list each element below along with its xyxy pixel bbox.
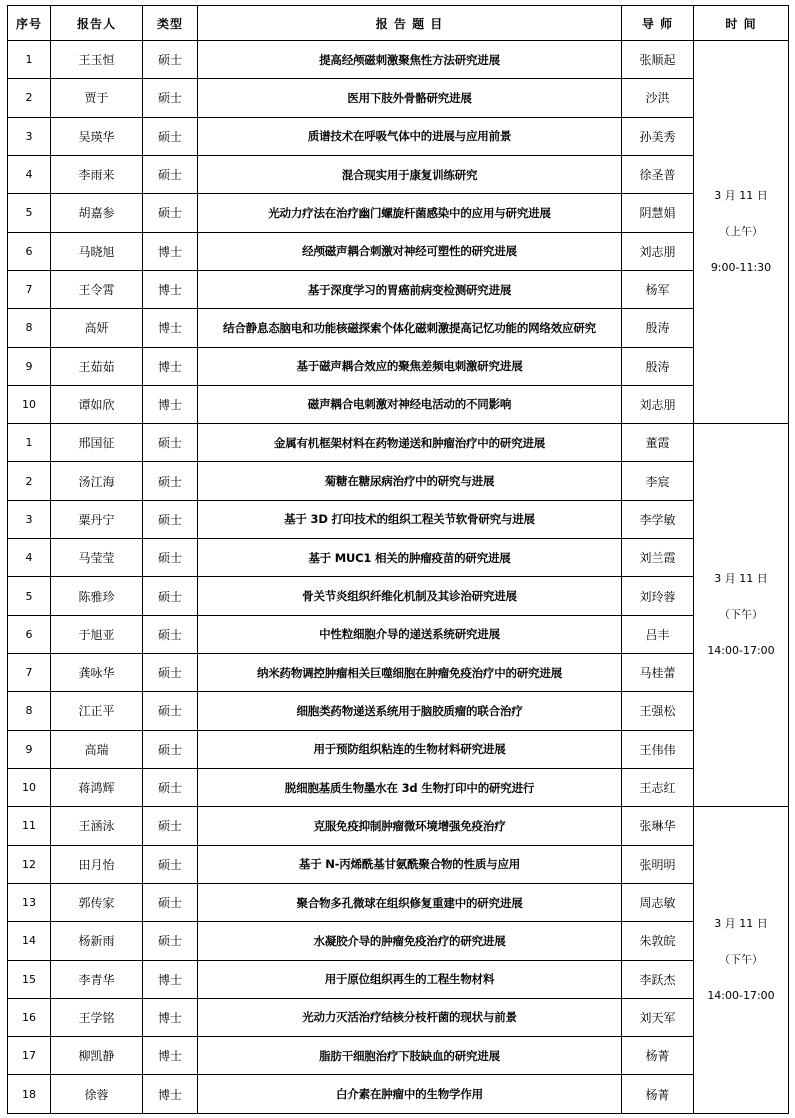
- presenter-name: 谭如欣: [51, 385, 143, 423]
- row-index: 6: [8, 615, 51, 653]
- report-topic: 基于 N-丙烯酰基甘氨酰聚合物的性质与应用: [198, 845, 622, 883]
- header-topic: 报 告 题 目: [198, 6, 622, 41]
- degree-type: 硕士: [143, 615, 198, 653]
- report-topic: 用于预防组织粘连的生物材料研究进展: [198, 730, 622, 768]
- report-topic: 水凝胶介导的肿瘤免疫治疗的研究进展: [198, 922, 622, 960]
- header-row: [8, 6, 789, 41]
- row-index: 9: [8, 730, 51, 768]
- degree-type: 博士: [143, 232, 198, 270]
- advisor-name: 刘天军: [622, 998, 694, 1036]
- row-index: 2: [8, 462, 51, 500]
- degree-type: 博士: [143, 309, 198, 347]
- session-time-cell: [694, 807, 789, 1114]
- degree-type: 博士: [143, 1075, 198, 1114]
- report-topic: 基于 MUC1 相关的肿瘤疫苗的研究进展: [198, 539, 622, 577]
- degree-type: 博士: [143, 347, 198, 385]
- advisor-name: 刘玲蓉: [622, 577, 694, 615]
- advisor-name: 殷涛: [622, 347, 694, 385]
- presenter-name: 龚咏华: [51, 654, 143, 692]
- degree-type: 硕士: [143, 500, 198, 538]
- degree-type: 硕士: [143, 155, 198, 193]
- table-row: [8, 807, 789, 845]
- presenter-name: 柳凯静: [51, 1037, 143, 1075]
- table-row: [8, 79, 789, 117]
- session-time-hours: 9:00-11:30: [710, 261, 772, 275]
- table-row: [8, 194, 789, 232]
- advisor-name: 董霞: [622, 424, 694, 462]
- report-topic: 质谱技术在呼吸气体中的进展与应用前景: [198, 117, 622, 155]
- table-row: [8, 117, 789, 155]
- table-row: [8, 155, 789, 193]
- report-topic: 克服免疫抑制肿瘤微环境增强免疫治疗: [198, 807, 622, 845]
- presenter-name: 王学铭: [51, 998, 143, 1036]
- session-time-cell: [694, 424, 789, 807]
- degree-type: 硕士: [143, 462, 198, 500]
- report-topic: 医用下肢外骨骼研究进展: [198, 79, 622, 117]
- row-index: 12: [8, 845, 51, 883]
- advisor-name: 刘兰霞: [622, 539, 694, 577]
- advisor-name: 马桂蕾: [622, 654, 694, 692]
- advisor-name: 杨菁: [622, 1037, 694, 1075]
- table-row: [8, 232, 789, 270]
- row-index: 4: [8, 155, 51, 193]
- presenter-name: 王令霄: [51, 270, 143, 308]
- presenter-name: 高妍: [51, 309, 143, 347]
- table-row: [8, 845, 789, 883]
- report-topic: 基于 3D 打印技术的组织工程关节软骨研究与进展: [198, 500, 622, 538]
- table-row: [8, 960, 789, 998]
- row-index: 4: [8, 539, 51, 577]
- presenter-name: 徐蓉: [51, 1075, 143, 1114]
- advisor-name: 孙美秀: [622, 117, 694, 155]
- report-topic: 中性粒细胞介导的递送系统研究进展: [198, 615, 622, 653]
- advisor-name: 李跃杰: [622, 960, 694, 998]
- presenter-name: 粟丹宁: [51, 500, 143, 538]
- advisor-name: 张顺起: [622, 41, 694, 79]
- row-index: 9: [8, 347, 51, 385]
- report-topic: 基于磁声耦合效应的聚焦差频电刺激研究进展: [198, 347, 622, 385]
- row-index: 10: [8, 768, 51, 806]
- table-row: [8, 730, 789, 768]
- report-topic: 磁声耦合电刺激对神经电活动的不同影响: [198, 385, 622, 423]
- row-index: 14: [8, 922, 51, 960]
- report-topic: 纳米药物调控肿瘤相关巨噬细胞在肿瘤免疫治疗中的研究进展: [198, 654, 622, 692]
- report-topic: 光动力疗法在治疗幽门螺旋杆菌感染中的应用与研究进展: [198, 194, 622, 232]
- header-presenter: 报告人: [51, 6, 143, 41]
- degree-type: 硕士: [143, 577, 198, 615]
- degree-type: 博士: [143, 960, 198, 998]
- session-time-period: （下午）: [719, 953, 763, 967]
- row-index: 8: [8, 309, 51, 347]
- advisor-name: 杨菁: [622, 1075, 694, 1114]
- advisor-name: 朱敦皖: [622, 922, 694, 960]
- presenter-name: 蒋鸿辉: [51, 768, 143, 806]
- degree-type: 硕士: [143, 117, 198, 155]
- table-row: [8, 998, 789, 1036]
- table-row: [8, 922, 789, 960]
- presenter-name: 郭传家: [51, 883, 143, 921]
- session-time-hours: 14:00-17:00: [707, 644, 775, 658]
- advisor-name: 刘志朋: [622, 385, 694, 423]
- presenter-name: 杨新雨: [51, 922, 143, 960]
- table-row: [8, 385, 789, 423]
- report-topic: 提高经颅磁刺激聚焦性方法研究进展: [198, 41, 622, 79]
- degree-type: 博士: [143, 998, 198, 1036]
- report-topic: 金属有机框架材料在药物递送和肿瘤治疗中的研究进展: [198, 424, 622, 462]
- row-index: 10: [8, 385, 51, 423]
- table-row: [8, 1037, 789, 1075]
- advisor-name: 王强松: [622, 692, 694, 730]
- advisor-name: 周志敏: [622, 883, 694, 921]
- advisor-name: 张明明: [622, 845, 694, 883]
- presenter-name: 李雨来: [51, 155, 143, 193]
- table-row: [8, 1075, 789, 1114]
- degree-type: 硕士: [143, 194, 198, 232]
- presenter-name: 陈雅珍: [51, 577, 143, 615]
- table-row: [8, 424, 789, 462]
- table-row: [8, 539, 789, 577]
- presenter-name: 马晓旭: [51, 232, 143, 270]
- presenter-name: 邢国征: [51, 424, 143, 462]
- session-time-date: 3 月 11 日: [714, 572, 768, 586]
- table-row: [8, 577, 789, 615]
- presenter-name: 胡嘉参: [51, 194, 143, 232]
- report-topic: 白介素在肿瘤中的生物学作用: [198, 1075, 622, 1114]
- row-index: 3: [8, 117, 51, 155]
- degree-type: 硕士: [143, 730, 198, 768]
- table-row: [8, 768, 789, 806]
- advisor-name: 杨军: [622, 270, 694, 308]
- presenter-name: 贾于: [51, 79, 143, 117]
- presenter-name: 李青华: [51, 960, 143, 998]
- session-time-hours: 14:00-17:00: [707, 989, 775, 1003]
- row-index: 18: [8, 1075, 51, 1114]
- advisor-name: 王伟伟: [622, 730, 694, 768]
- row-index: 17: [8, 1037, 51, 1075]
- table-row: [8, 309, 789, 347]
- row-index: 1: [8, 424, 51, 462]
- degree-type: 硕士: [143, 41, 198, 79]
- row-index: 16: [8, 998, 51, 1036]
- table-row: [8, 692, 789, 730]
- header-index: 序号: [8, 6, 51, 41]
- advisor-name: 殷涛: [622, 309, 694, 347]
- session-time-period: （下午）: [719, 608, 763, 622]
- degree-type: 硕士: [143, 539, 198, 577]
- presenter-name: 马莹莹: [51, 539, 143, 577]
- report-topic: 光动力灭活治疗结核分枝杆菌的现状与前景: [198, 998, 622, 1036]
- degree-type: 博士: [143, 270, 198, 308]
- advisor-name: 沙洪: [622, 79, 694, 117]
- degree-type: 硕士: [143, 807, 198, 845]
- degree-type: 硕士: [143, 845, 198, 883]
- session-time-cell: [694, 41, 789, 424]
- header-advisor: 导 师: [622, 6, 694, 41]
- session-time-date: 3 月 11 日: [714, 917, 768, 931]
- header-time: 时 间: [694, 6, 789, 41]
- header-type: 类型: [143, 6, 198, 41]
- row-index: 8: [8, 692, 51, 730]
- row-index: 5: [8, 577, 51, 615]
- report-topic: 脱细胞基质生物墨水在 3d 生物打印中的研究进行: [198, 768, 622, 806]
- table-row: [8, 462, 789, 500]
- row-index: 15: [8, 960, 51, 998]
- report-topic: 混合现实用于康复训练研究: [198, 155, 622, 193]
- advisor-name: 阴慧娟: [622, 194, 694, 232]
- presenter-name: 王涵泳: [51, 807, 143, 845]
- advisor-name: 吕丰: [622, 615, 694, 653]
- report-topic: 菊糖在糖尿病治疗中的研究与进展: [198, 462, 622, 500]
- table-row: [8, 615, 789, 653]
- table-row: [8, 654, 789, 692]
- presenter-name: 高瑞: [51, 730, 143, 768]
- degree-type: 博士: [143, 385, 198, 423]
- row-index: 3: [8, 500, 51, 538]
- table-row: [8, 270, 789, 308]
- report-topic: 骨关节炎组织纤维化机制及其诊治研究进展: [198, 577, 622, 615]
- presenter-name: 于旭亚: [51, 615, 143, 653]
- advisor-name: 徐圣普: [622, 155, 694, 193]
- row-index: 11: [8, 807, 51, 845]
- degree-type: 硕士: [143, 79, 198, 117]
- presenter-name: 汤江海: [51, 462, 143, 500]
- row-index: 6: [8, 232, 51, 270]
- advisor-name: 李学敏: [622, 500, 694, 538]
- degree-type: 博士: [143, 1037, 198, 1075]
- row-index: 1: [8, 41, 51, 79]
- advisor-name: 王志红: [622, 768, 694, 806]
- advisor-name: 刘志朋: [622, 232, 694, 270]
- table-row: [8, 41, 789, 79]
- presenter-name: 田月怡: [51, 845, 143, 883]
- row-index: 5: [8, 194, 51, 232]
- session-time-period: （上午）: [719, 225, 763, 239]
- advisor-name: 张琳华: [622, 807, 694, 845]
- degree-type: 硕士: [143, 883, 198, 921]
- table-row: [8, 347, 789, 385]
- report-topic: 经颅磁声耦合刺激对神经可塑性的研究进展: [198, 232, 622, 270]
- schedule-body: [8, 41, 789, 1114]
- report-topic: 脂肪干细胞治疗下肢缺血的研究进展: [198, 1037, 622, 1075]
- degree-type: 硕士: [143, 424, 198, 462]
- degree-type: 硕士: [143, 654, 198, 692]
- row-index: 13: [8, 883, 51, 921]
- report-topic: 细胞类药物递送系统用于脑胶质瘤的联合治疗: [198, 692, 622, 730]
- presenter-name: 江正平: [51, 692, 143, 730]
- report-topic: 基于深度学习的胃癌前病变检测研究进展: [198, 270, 622, 308]
- degree-type: 硕士: [143, 922, 198, 960]
- session-time-date: 3 月 11 日: [714, 189, 768, 203]
- degree-type: 硕士: [143, 768, 198, 806]
- report-topic: 聚合物多孔微球在组织修复重建中的研究进展: [198, 883, 622, 921]
- presenter-name: 王玉恒: [51, 41, 143, 79]
- presenter-name: 王茹茹: [51, 347, 143, 385]
- row-index: 7: [8, 270, 51, 308]
- table-row: [8, 500, 789, 538]
- report-schedule-table: [7, 5, 789, 1114]
- row-index: 2: [8, 79, 51, 117]
- presenter-name: 吴瑛华: [51, 117, 143, 155]
- degree-type: 硕士: [143, 692, 198, 730]
- report-topic: 用于原位组织再生的工程生物材料: [198, 960, 622, 998]
- advisor-name: 李宸: [622, 462, 694, 500]
- table-row: [8, 883, 789, 921]
- report-topic: 结合静息态脑电和功能核磁探索个体化磁刺激提高记忆功能的网络效应研究: [198, 309, 622, 347]
- row-index: 7: [8, 654, 51, 692]
